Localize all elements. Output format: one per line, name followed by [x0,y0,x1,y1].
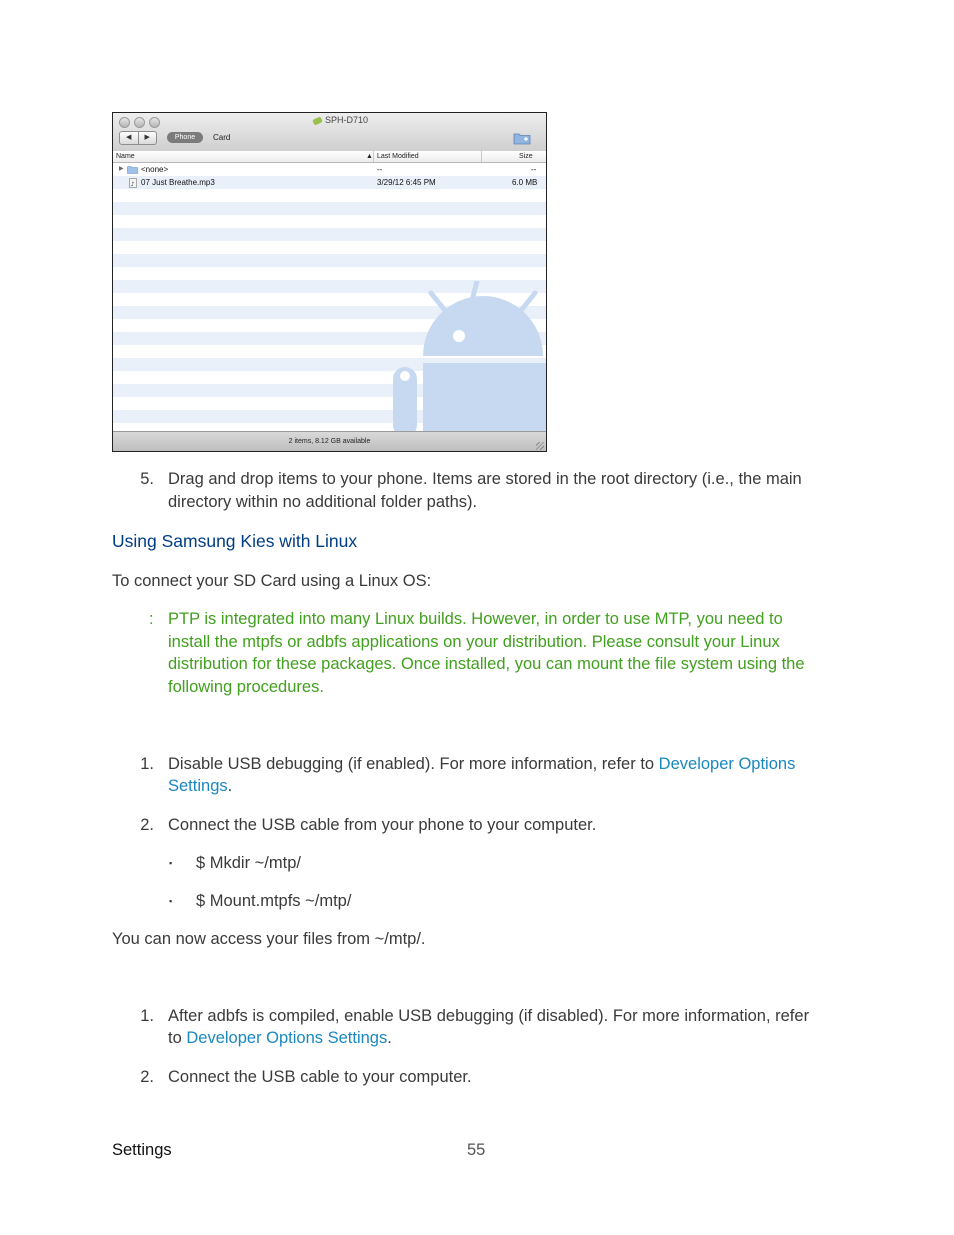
body-text: You can now access your files from ~/mtp/. [112,930,426,948]
minimize-window-button[interactable] [134,117,145,128]
note-text: PTP is integrated into many Linux builds. However, in order to use MTP, you need to [168,610,783,628]
command-text: $ Mkdir ~/mtp/ [196,854,301,872]
bullet-icon: ▪ [169,858,173,868]
zoom-window-button[interactable] [149,117,160,128]
disclosure-triangle-icon[interactable]: ▶ [119,166,124,172]
file-row[interactable] [113,176,546,189]
file-name: 07 Just Breathe.mp3 [141,178,215,187]
step-number: 2. [140,816,154,834]
status-bar [113,431,546,452]
android-logo-watermark [383,281,546,431]
column-name[interactable]: Name [116,153,135,160]
step-text: Disable USB debugging (if enabled). For more information, refer to Developer Options [168,755,796,773]
file-row[interactable] [113,163,546,176]
resize-grip-icon[interactable] [536,442,544,450]
step-number: 2. [140,1068,154,1086]
developer-options-settings-link[interactable]: Developer Options Settings [186,1029,388,1047]
step-number: 1. [140,1007,154,1025]
file-size: -- [531,165,537,174]
developer-options-link[interactable]: Developer Options [658,755,796,773]
new-folder-icon[interactable] [513,131,531,145]
window-toolbar [113,113,546,152]
step-text: to Developer Options Settings. [168,1029,392,1047]
segment-phone[interactable]: Phone [167,132,203,143]
section-heading: Using Samsung Kies with Linux [112,531,358,551]
step-number: 5. [140,470,154,488]
note-marker: : [149,610,154,628]
back-forward-buttons[interactable] [119,131,157,145]
note-text: following procedures. [168,678,324,696]
file-modified: 3/29/12 6:45 PM [377,178,436,187]
status-text: 2 items, 8.12 GB available [288,438,371,445]
sort-ascending-icon: ▲ [366,153,373,160]
step-text: After adbfs is compiled, enable USB debugging (if disabled). For more information, refer [168,1007,810,1025]
step-text: Drag and drop items to your phone. Items are stored in the root directory (i.e., the main [168,470,802,488]
note-text: distribution for these packages. Once installed, you can mount the file system using the [168,655,805,673]
settings-link[interactable]: Settings [168,777,228,795]
file-size: 6.0 MB [512,178,538,187]
music-file-icon [129,178,137,188]
file-modified: -- [377,165,383,174]
device-icon [312,116,323,125]
intro-text: To connect your SD Card using a Linux OS: [112,572,432,590]
command-text: $ Mount.mtpfs ~/mtp/ [196,892,352,910]
bullet-icon: ▪ [169,896,173,906]
finder-window-screenshot [112,112,547,452]
forward-button[interactable]: ▶ [138,132,157,144]
page-number: 55 [467,1141,486,1159]
column-last-modified[interactable]: Last Modified [377,153,419,160]
column-header [113,151,546,163]
svg-text:♪: ♪ [130,181,135,188]
step-text: Connect the USB cable from your phone to your computer. [168,816,597,834]
footer-section: Settings [112,1141,172,1159]
step-text: Connect the USB cable to your computer. [168,1068,472,1086]
column-size[interactable]: Size [519,153,533,160]
note-text: install the mtpfs or adbfs applications on your distribution. Please consult your Linux [168,633,780,651]
close-window-button[interactable] [119,117,130,128]
step-text: directory within no additional folder paths). [168,493,478,511]
step-text: Settings. [168,777,233,795]
step-number: 1. [140,755,154,773]
back-button[interactable]: ◀ [126,134,132,141]
folder-icon [127,165,138,174]
segment-card[interactable]: Card [213,133,231,142]
file-name: <none> [141,165,169,174]
window-title: SPH-D710 [313,115,368,125]
